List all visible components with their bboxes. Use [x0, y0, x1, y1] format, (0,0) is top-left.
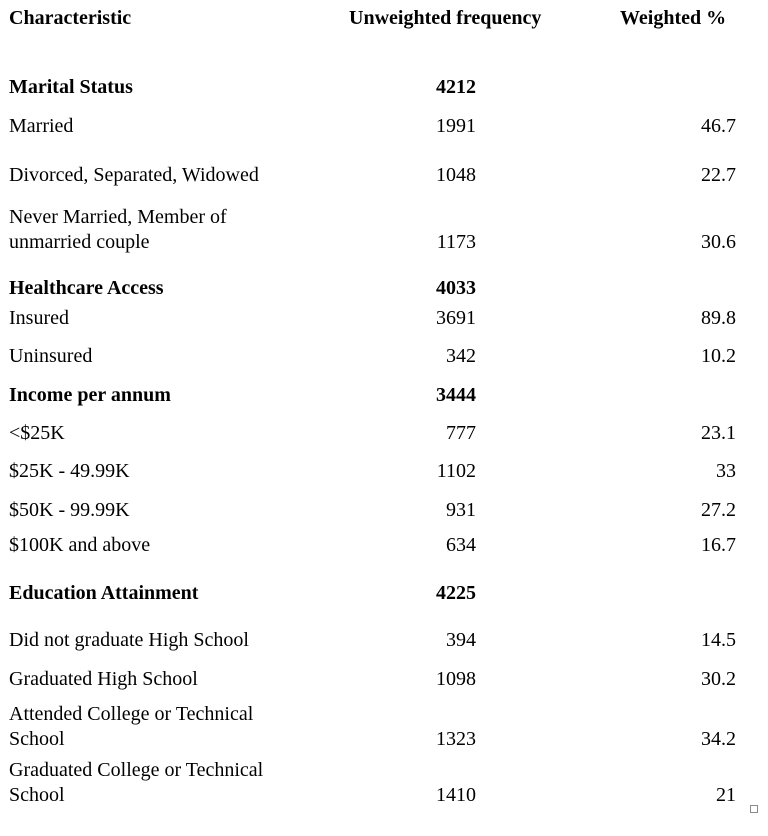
group-label: Marital Status	[9, 76, 133, 98]
row-label: $50K - 99.99K	[9, 499, 130, 521]
group-label: Healthcare Access	[9, 277, 164, 299]
row-frequency: 1102	[436, 460, 476, 482]
row-label: <$25K	[9, 422, 65, 444]
row-label: Attended College or Technical School	[9, 703, 254, 750]
header-characteristic: Characteristic	[9, 7, 132, 29]
row-frequency: 1410	[436, 784, 476, 806]
group-label: Income per annum	[9, 384, 171, 406]
row-weighted-percent: 10.2	[701, 345, 736, 367]
row-label: Graduated High School	[9, 668, 198, 690]
row-label: Divorced, Separated, Widowed	[9, 164, 259, 186]
row-weighted-percent: 46.7	[701, 115, 736, 137]
row-frequency: 394	[446, 629, 476, 651]
row-label: Uninsured	[9, 345, 93, 367]
group-frequency: 4212	[436, 76, 476, 98]
row-label: Insured	[9, 307, 69, 329]
row-label: $25K - 49.99K	[9, 460, 130, 482]
group-label: Education Attainment	[9, 582, 199, 604]
row-label: Graduated College or Technical School	[9, 759, 264, 806]
row-frequency: 1098	[436, 668, 476, 690]
row-label: Never Married, Member of unmarried couple	[9, 206, 227, 253]
header-weighted-percent: Weighted %	[620, 7, 727, 29]
group-frequency: 4033	[436, 277, 476, 299]
row-frequency: 777	[446, 422, 476, 444]
row-weighted-percent: 30.2	[701, 668, 736, 690]
header-unweighted-frequency: Unweighted frequency	[349, 7, 542, 29]
row-label: Did not graduate High School	[9, 629, 249, 651]
row-weighted-percent: 33	[716, 460, 736, 482]
group-frequency: 3444	[436, 384, 476, 406]
group-frequency: 4225	[436, 582, 476, 604]
row-weighted-percent: 34.2	[701, 728, 736, 750]
row-weighted-percent: 21	[716, 784, 736, 806]
row-frequency: 1991	[436, 115, 476, 137]
row-label: $100K and above	[9, 534, 151, 556]
row-weighted-percent: 89.8	[701, 307, 736, 329]
row-weighted-percent: 27.2	[701, 499, 736, 521]
row-weighted-percent: 14.5	[701, 629, 736, 651]
row-weighted-percent: 23.1	[701, 422, 736, 444]
row-weighted-percent: 22.7	[701, 164, 736, 186]
row-frequency: 3691	[436, 307, 476, 329]
row-frequency: 1323	[436, 728, 476, 750]
row-frequency: 1173	[436, 231, 476, 253]
row-frequency: 931	[446, 499, 476, 521]
row-label: Married	[9, 115, 74, 137]
row-frequency: 1048	[436, 164, 476, 186]
row-frequency: 342	[446, 345, 476, 367]
resize-handle-icon	[750, 805, 758, 813]
row-weighted-percent: 30.6	[701, 231, 736, 253]
row-weighted-percent: 16.7	[701, 534, 736, 556]
row-frequency: 634	[446, 534, 476, 556]
